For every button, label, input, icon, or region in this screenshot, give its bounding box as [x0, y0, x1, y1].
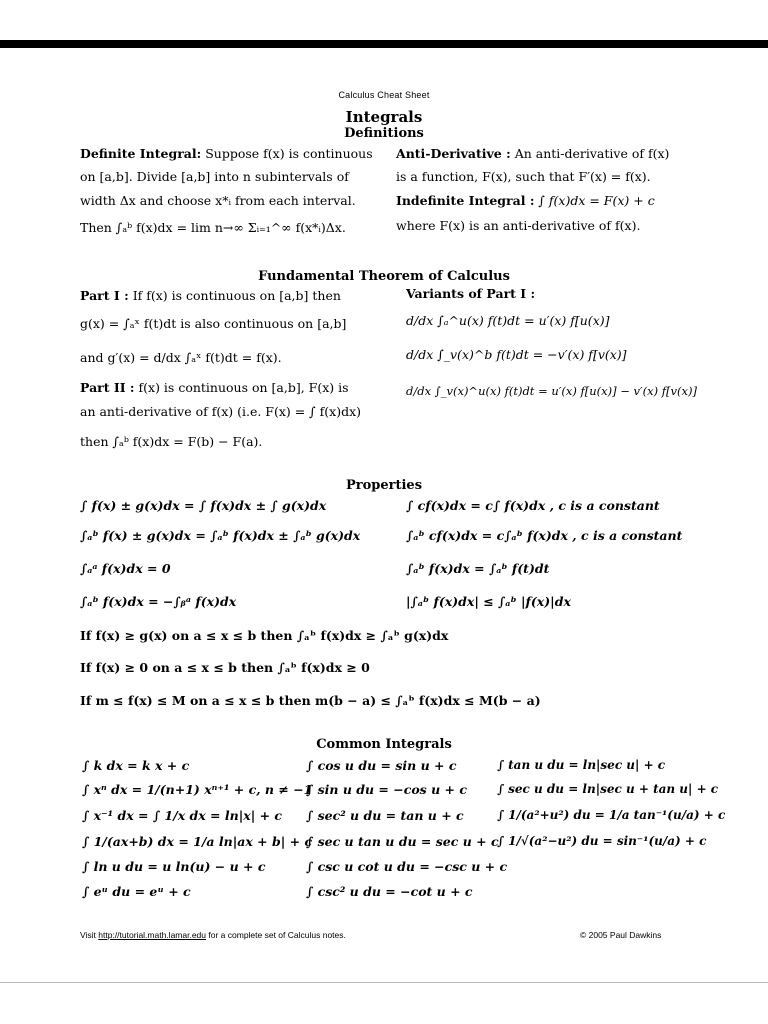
- definite-integral-line-2: on [a,b]. Divide [a,b] into n subintervals of: [80, 169, 349, 184]
- definite-integral-line-1: [80, 146, 373, 161]
- property-nonnegative: If f(x) ≥ 0 on a ≤ x ≤ b then ∫ₐᵇ f(x)dx ≥ 0: [80, 660, 370, 675]
- footer-link[interactable]: http://tutorial.math.lamar.edu: [98, 930, 207, 940]
- ftc-part1-line-1: [80, 288, 341, 303]
- anti-derivative-label: Anti-Derivative :: [396, 146, 511, 161]
- definite-integral-line-3: width Δx and choose x*ᵢ from each interval.: [80, 193, 356, 208]
- property-right-4: |∫ₐᵇ f(x)dx| ≤ ∫ₐᵇ |f(x)|dx: [406, 594, 571, 609]
- common-col1-1: ∫ k dx = k x + c: [82, 758, 190, 773]
- common-col3-4: ∫ 1/√(a²−u²) du = sin⁻¹(u/a) + c: [497, 834, 707, 848]
- common-col1-6: ∫ eᵘ du = eᵘ + c: [82, 884, 191, 899]
- common-col2-4: ∫ sec u tan u du = sec u + c: [306, 834, 499, 849]
- ftc-variant-2: d/dx ∫_v(x)^b f(t)dt = −v′(x) f[v(x)]: [406, 347, 627, 362]
- common-col1-2: ∫ xⁿ dx = 1/(n+1) xⁿ⁺¹ + c, n ≠ −1: [82, 782, 313, 797]
- ftc-variant-1: d/dx ∫ₐ^u(x) f(t)dt = u′(x) f[u(x)]: [406, 313, 610, 328]
- common-col1-4: ∫ 1/(ax+b) dx = 1/a ln|ax + b| + c: [82, 834, 313, 849]
- sheet-small-title: Calculus Cheat Sheet: [338, 90, 430, 100]
- ftc-heading: Fundamental Theorem of Calculus: [258, 269, 510, 284]
- property-left-1: ∫ f(x) ± g(x)dx = ∫ f(x)dx ± ∫ g(x)dx: [80, 498, 327, 513]
- anti-derivative-line-2: is a function, F(x), such that F′(x) = f(x).: [396, 169, 651, 184]
- anti-derivative-line-1: [396, 146, 669, 161]
- definite-integral-label: Definite Integral:: [80, 146, 202, 161]
- ftc-variants-label: Variants of Part I :: [406, 286, 536, 301]
- common-col2-2: ∫ sin u du = −cos u + c: [306, 782, 467, 797]
- anti-derivative-text-1: An anti-derivative of f(x): [514, 146, 670, 161]
- property-left-3: ∫ₐᵃ f(x)dx = 0: [80, 561, 171, 576]
- property-comparison: If f(x) ≥ g(x) on a ≤ x ≤ b then ∫ₐᵇ f(x)dx ≥ ∫ₐᵇ g(x)dx: [80, 628, 449, 643]
- definite-integral-text-1: Suppose f(x) is continuous: [205, 146, 373, 161]
- property-right-2: ∫ₐᵇ cf(x)dx = c∫ₐᵇ f(x)dx , c is a constant: [406, 528, 683, 543]
- footer-visit-pre: Visit: [80, 930, 96, 940]
- indefinite-integral-formula: ∫ f(x)dx = F(x) + c: [538, 193, 655, 208]
- definitions-heading: Definitions: [344, 126, 424, 141]
- ftc-variant-3: d/dx ∫_v(x)^u(x) f(t)dt = u′(x) f[u(x)] − v′(x) f[v(x)]: [406, 384, 697, 398]
- anti-derivative-line-4: where F(x) is an anti-derivative of f(x).: [396, 218, 641, 233]
- common-col1-3: ∫ x⁻¹ dx = ∫ 1/x dx = ln|x| + c: [82, 808, 283, 823]
- property-right-1: ∫ cf(x)dx = c∫ f(x)dx , c is a constant: [406, 498, 660, 513]
- footer-visit: [80, 930, 346, 940]
- property-left-2: ∫ₐᵇ f(x) ± g(x)dx = ∫ₐᵇ f(x)dx ± ∫ₐᵇ g(x)dx: [80, 528, 361, 543]
- common-col2-1: ∫ cos u du = sin u + c: [306, 758, 457, 773]
- common-col2-5: ∫ csc u cot u du = −csc u + c: [306, 859, 508, 874]
- footer-copyright: © 2005 Paul Dawkins: [580, 930, 662, 940]
- definite-integral-line-4: Then ∫ₐᵇ f(x)dx = lim n→∞ Σᵢ₌₁^∞ f(x*ᵢ)Δx.: [80, 220, 346, 235]
- cheat-sheet-page: [0, 48, 768, 982]
- property-bounds: If m ≤ f(x) ≤ M on a ≤ x ≤ b then m(b − a) ≤ ∫ₐᵇ f(x)dx ≤ M(b − a): [80, 693, 541, 708]
- common-col3-1: ∫ tan u du = ln|sec u| + c: [497, 758, 666, 772]
- page-title: Integrals: [345, 108, 423, 126]
- indefinite-integral-label: Indefinite Integral :: [396, 193, 535, 208]
- ftc-part1-line-2: g(x) = ∫ₐˣ f(t)dt is also continuous on [a,b]: [80, 316, 347, 331]
- bottom-border: [0, 982, 768, 983]
- ftc-part2-label: Part II :: [80, 380, 135, 395]
- property-left-4: ∫ₐᵇ f(x)dx = −∫ᵦᵃ f(x)dx: [80, 594, 237, 609]
- ftc-part1-line-3: and g′(x) = d/dx ∫ₐˣ f(t)dt = f(x).: [80, 350, 282, 365]
- property-right-3: ∫ₐᵇ f(x)dx = ∫ₐᵇ f(t)dt: [406, 561, 550, 576]
- ftc-part2-line-2: an anti-derivative of f(x) (i.e. F(x) = ∫ f(x)dx): [80, 404, 362, 419]
- properties-heading: Properties: [345, 478, 423, 493]
- ftc-part2-line-3: then ∫ₐᵇ f(x)dx = F(b) − F(a).: [80, 434, 263, 449]
- top-border: [0, 40, 768, 48]
- ftc-part2-line-1: [80, 380, 349, 395]
- footer-visit-post: for a complete set of Calculus notes.: [208, 930, 346, 940]
- common-col3-2: ∫ sec u du = ln|sec u + tan u| + c: [497, 782, 719, 796]
- ftc-part1-label: Part I :: [80, 288, 129, 303]
- common-col3-3: ∫ 1/(a²+u²) du = 1/a tan⁻¹(u/a) + c: [497, 808, 726, 822]
- common-col2-6: ∫ csc² u du = −cot u + c: [306, 884, 473, 899]
- ftc-part2-text-1: f(x) is continuous on [a,b], F(x) is: [138, 380, 349, 395]
- common-col1-5: ∫ ln u du = u ln(u) − u + c: [82, 859, 266, 874]
- common-col2-3: ∫ sec² u du = tan u + c: [306, 808, 464, 823]
- common-integrals-heading: Common Integrals: [316, 737, 452, 752]
- indefinite-integral-line: [396, 193, 655, 208]
- ftc-part1-text-1: If f(x) is continuous on [a,b] then: [132, 288, 341, 303]
